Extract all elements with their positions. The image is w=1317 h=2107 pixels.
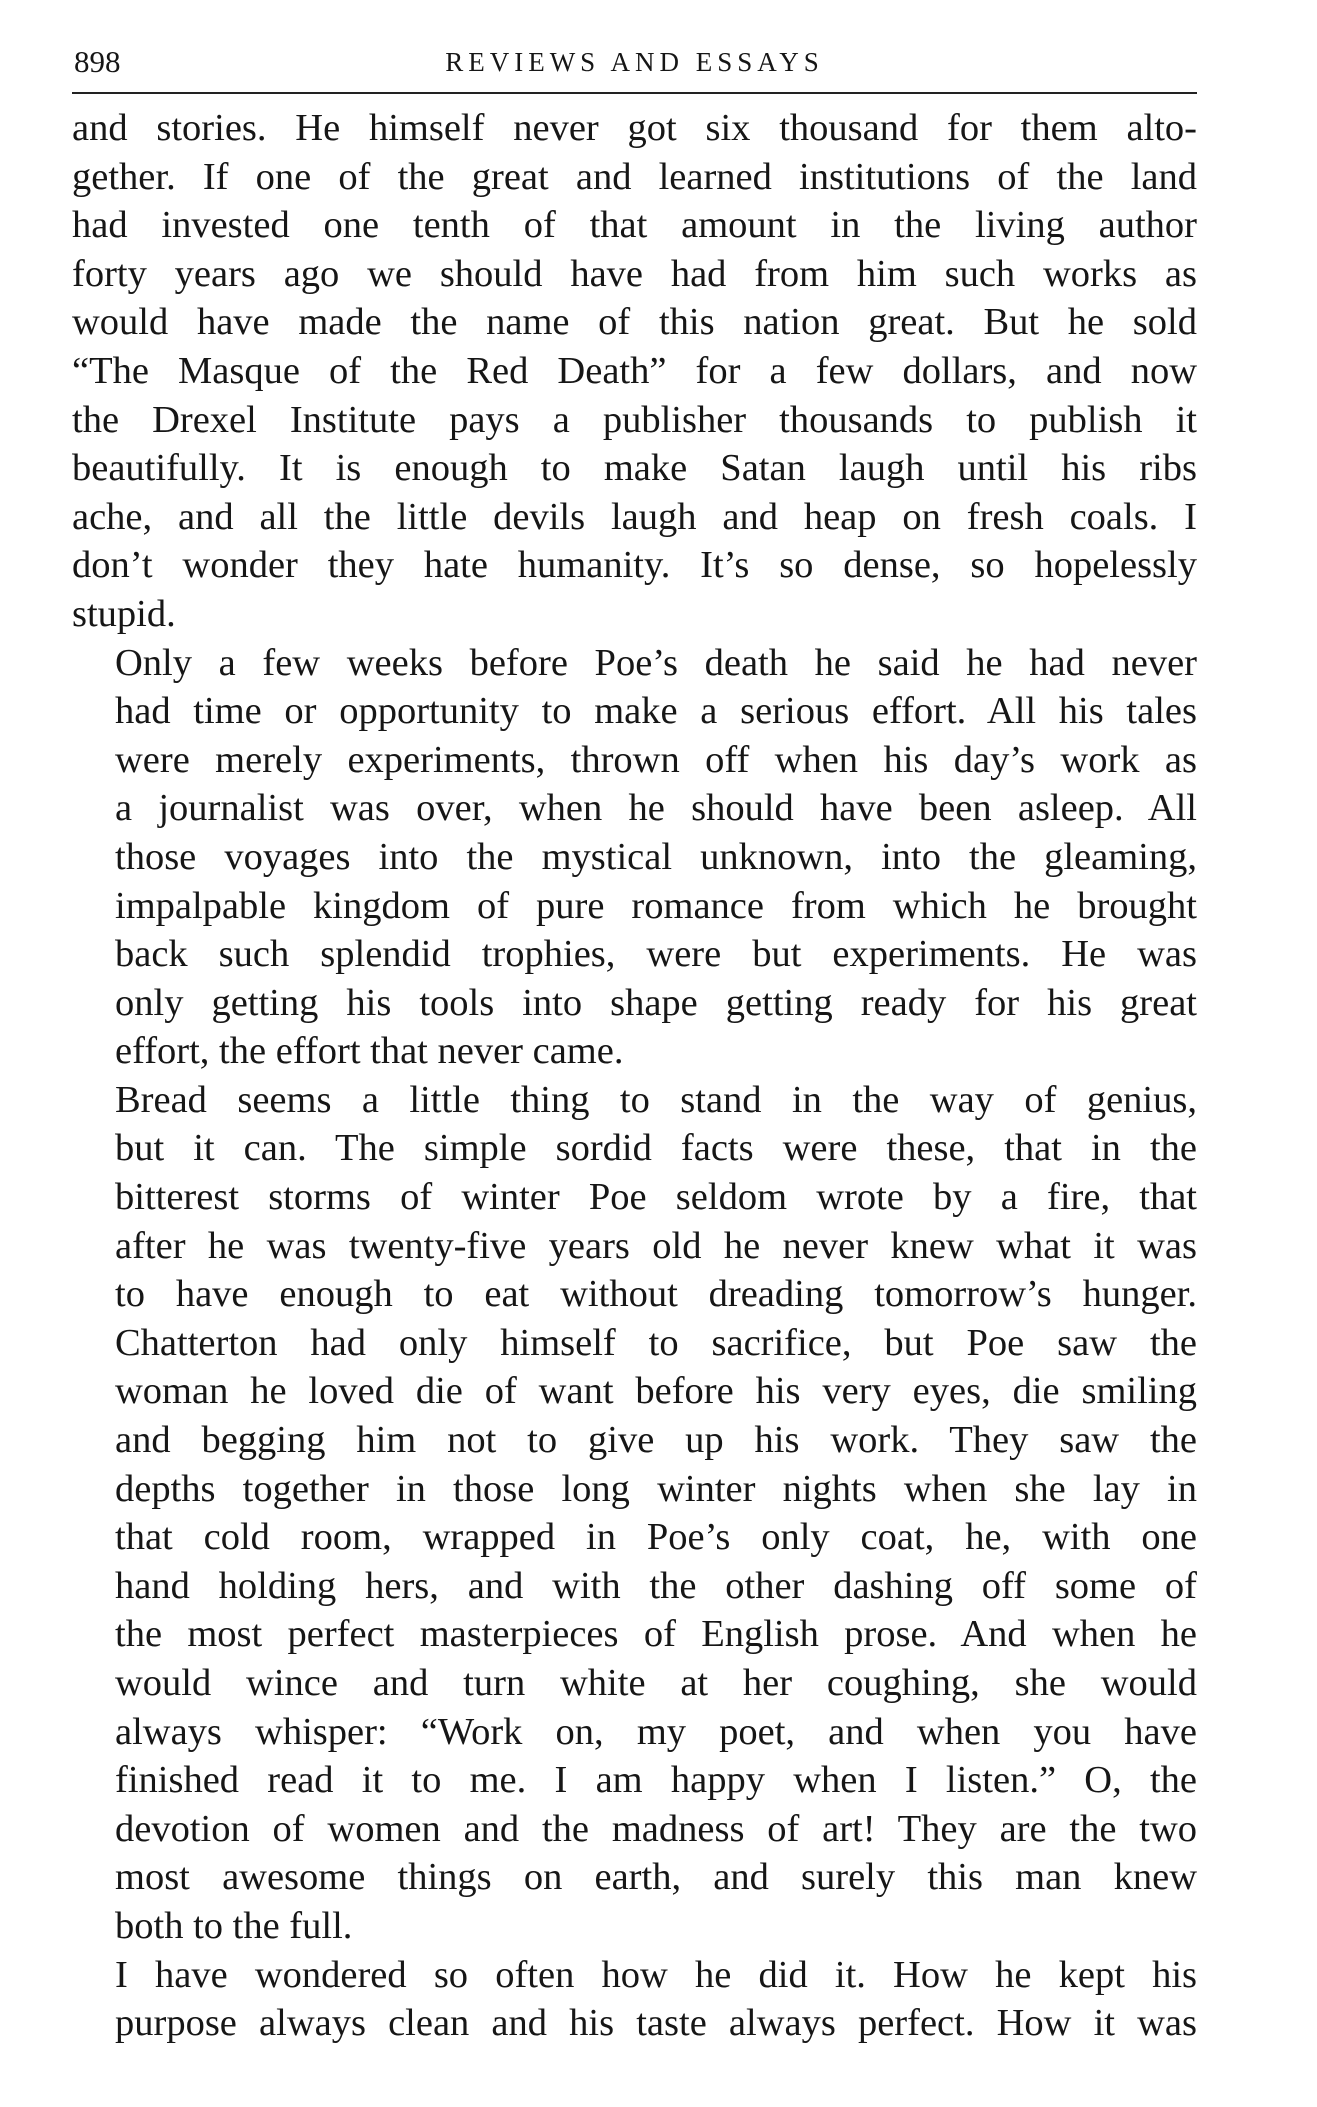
text-line: would have made the name of this nation great. But he sold (72, 301, 1197, 344)
text-line: always whisper: “Work on, my poet, and when you have (115, 1710, 1197, 1753)
text-line: only getting his tools into shape getting ready for his great (115, 981, 1197, 1024)
text-line: devotion of women and the madness of art! They are the two (115, 1807, 1197, 1850)
text-line: depths together in those long winter nights when she lay in (115, 1467, 1197, 1510)
text-line: the most perfect masterpieces of English prose. And when he (115, 1613, 1197, 1656)
text-line: and stories. He himself never got six thousand for them alto- (72, 107, 1197, 149)
text-line: effort, the effort that never came. (115, 1030, 624, 1073)
page-number: 898 (74, 44, 121, 79)
text-line: Bread seems a little thing to stand in the way of genius, (115, 1078, 1197, 1121)
text-line: Only a few weeks before Poe’s death he said he had never (115, 641, 1197, 684)
text-line: to have enough to eat without dreading tomorrow’s hunger. (115, 1273, 1197, 1316)
text-line: but it can. The simple sordid facts were these, that in the (115, 1127, 1197, 1170)
running-head (72, 40, 1197, 94)
text-line: those voyages into the mystical unknown, into the gleaming, (115, 835, 1197, 878)
paragraph-3 (72, 1076, 1197, 1951)
text-line: the Drexel Institute pays a publisher thousands to publish it (72, 398, 1197, 441)
text-line: stupid. (72, 592, 176, 635)
paragraph-2 (72, 639, 1197, 1076)
book-page (72, 40, 1197, 2048)
text-line: after he was twenty-five years old he never knew what it was (115, 1224, 1197, 1267)
text-line: had invested one tenth of that amount in the living author (72, 204, 1197, 247)
paragraph-1 (72, 104, 1197, 639)
text-line: a journalist was over, when he should have been asleep. All (115, 787, 1197, 830)
text-line: would wince and turn white at her coughing, she would (115, 1662, 1197, 1704)
text-line: don’t wonder they hate humanity. It’s so dense, so hopelessly (72, 544, 1197, 587)
text-line: “The Masque of the Red Death” for a few dollars, and now (72, 349, 1197, 392)
text-line: gether. If one of the great and learned institutions of the land (72, 155, 1197, 198)
text-line: both to the full. (115, 1904, 353, 1947)
text-line: impalpable kingdom of pure romance from which he brought (115, 884, 1197, 927)
text-line: beautifully. It is enough to make Satan laugh until his ribs (72, 447, 1197, 490)
paragraph-4 (72, 1951, 1197, 2048)
text-line: that cold room, wrapped in Poe’s only coat, he, with one (115, 1516, 1197, 1559)
text-line: Chatterton had only himself to sacrifice, but Poe saw the (115, 1321, 1197, 1364)
text-line: woman he loved die of want before his very eyes, die smiling (115, 1370, 1197, 1413)
text-line: back such splendid trophies, were but experiments. He was (115, 933, 1197, 976)
text-line: ache, and all the little devils laugh and heap on fresh coals. I (72, 495, 1197, 538)
text-line: were merely experiments, thrown off when his day’s work as (115, 738, 1197, 781)
text-line: forty years ago we should have had from him such works as (72, 252, 1197, 295)
text-line: hand holding hers, and with the other dashing off some of (115, 1564, 1197, 1607)
text-line: purpose always clean and his taste always perfect. How it was (115, 2002, 1197, 2045)
text-line: had time or opportunity to make a serious effort. All his tales (115, 690, 1197, 733)
body-text (72, 104, 1197, 2048)
text-line: I have wondered so often how he did it. How he kept his (115, 1953, 1197, 1996)
text-line: most awesome things on earth, and surely this man knew (115, 1856, 1197, 1899)
text-line: finished read it to me. I am happy when I listen.” O, the (115, 1759, 1197, 1802)
text-line: bitterest storms of winter Poe seldom wrote by a fire, that (115, 1176, 1197, 1219)
section-title: REVIEWS AND ESSAYS (445, 47, 824, 77)
text-line: and begging him not to give up his work. They saw the (115, 1419, 1197, 1462)
